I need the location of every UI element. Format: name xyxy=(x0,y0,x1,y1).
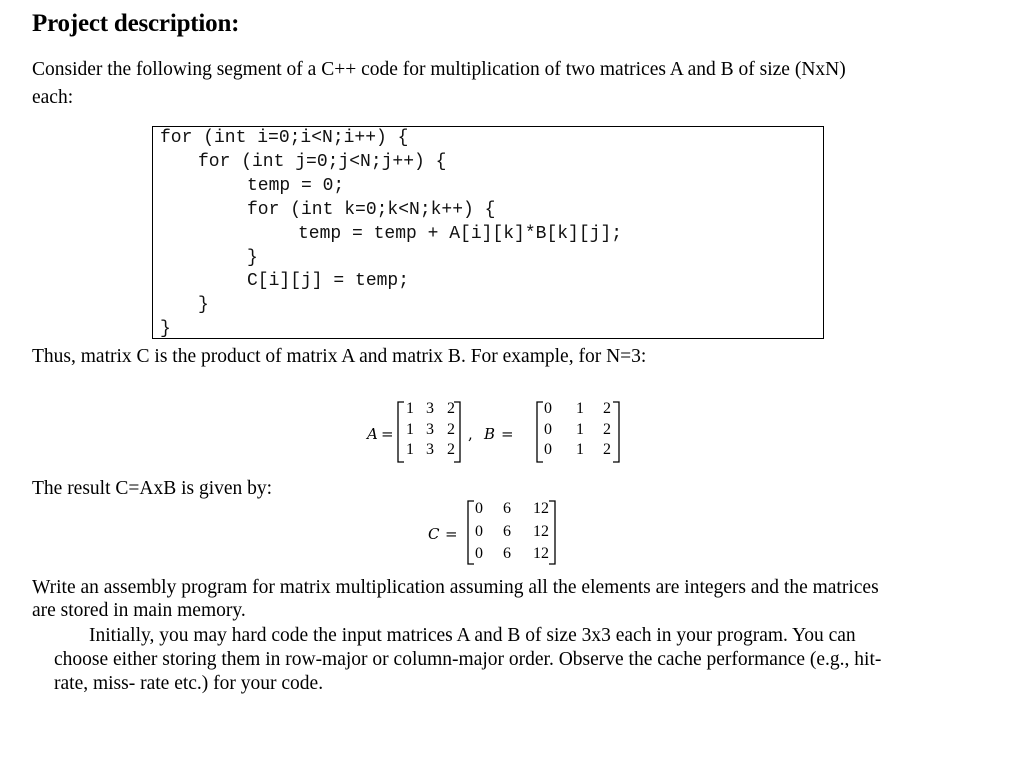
code-line: C[i][j] = temp; xyxy=(247,271,410,291)
matrix-c-cell: 12 xyxy=(533,523,549,540)
code-line: temp = temp + A[i][k]*B[k][j]; xyxy=(298,224,623,244)
matrix-b-cell: 2 xyxy=(603,421,611,438)
matrix-c-cell: 0 xyxy=(475,523,483,540)
task-line-1: Write an assembly program for matrix multiplication assuming all the elements are integers and the matrices xyxy=(32,577,879,598)
matrix-b-cell: 1 xyxy=(576,441,584,458)
matrix-a-cell: 2 xyxy=(447,421,455,438)
matrix-b-cell: 0 xyxy=(544,421,552,438)
matrix-b-cell: 0 xyxy=(544,441,552,458)
matrix-c-cell: 12 xyxy=(533,500,549,517)
matrix-c-equals: = xyxy=(445,525,458,543)
example-intro: Thus, matrix C is the product of matrix A and matrix B. For example, for N=3: xyxy=(32,346,647,367)
code-line: } xyxy=(198,295,209,315)
matrix-c-label: C xyxy=(428,525,440,543)
matrix-a-equals: = xyxy=(381,425,394,443)
matrix-b-cell: 1 xyxy=(576,400,584,417)
matrix-a-label: A xyxy=(367,425,378,443)
matrix-c-cell: 6 xyxy=(503,523,511,540)
matrix-separator: , xyxy=(468,425,473,443)
matrix-b-cell: 2 xyxy=(603,400,611,417)
matrix-a-cell: 1 xyxy=(406,400,414,417)
task-line-2: are stored in main memory. xyxy=(32,600,246,621)
matrix-c-cell: 0 xyxy=(475,500,483,517)
intro-line-1: Consider the following segment of a C++ code for multiplication of two matrices A and B of size (NxN) xyxy=(32,59,846,80)
code-line: } xyxy=(160,319,171,339)
matrix-a-cell: 1 xyxy=(406,421,414,438)
matrix-a-cell: 1 xyxy=(406,441,414,458)
code-line: } xyxy=(247,248,258,268)
code-line: temp = 0; xyxy=(247,176,345,196)
matrix-c-cell: 0 xyxy=(475,545,483,562)
code-line: for (int k=0;k<N;k++) { xyxy=(247,200,496,220)
instruction-line-1: Initially, you may hard code the input matrices A and B of size 3x3 each in your program. You can xyxy=(89,625,856,646)
code-line: for (int j=0;j<N;j++) { xyxy=(198,152,447,172)
matrix-a-cell: 2 xyxy=(447,400,455,417)
matrix-c-cell: 12 xyxy=(533,545,549,562)
matrix-b-cell: 0 xyxy=(544,400,552,417)
result-text: The result C=AxB is given by: xyxy=(32,478,273,499)
matrix-b-label: B xyxy=(484,425,496,443)
instruction-line-2: choose either storing them in row-major or column-major order. Observe the cache performance (e.g., hit- xyxy=(54,649,882,670)
matrix-a-cell: 3 xyxy=(426,400,434,417)
matrix-b-equals: = xyxy=(501,425,514,443)
code-line: for (int i=0;i<N;i++) { xyxy=(160,128,409,148)
matrix-c-cell: 6 xyxy=(503,545,511,562)
matrix-a-cell: 3 xyxy=(426,441,434,458)
matrix-a-cell: 3 xyxy=(426,421,434,438)
matrix-b-cell: 2 xyxy=(603,441,611,458)
instruction-line-3: rate, miss- rate etc.) for your code. xyxy=(54,673,324,694)
matrix-c-cell: 6 xyxy=(503,500,511,517)
matrix-b-cell: 1 xyxy=(576,421,584,438)
intro-line-2: each: xyxy=(32,87,74,108)
matrix-a-cell: 2 xyxy=(447,441,455,458)
page-title: Project description: xyxy=(32,10,240,37)
